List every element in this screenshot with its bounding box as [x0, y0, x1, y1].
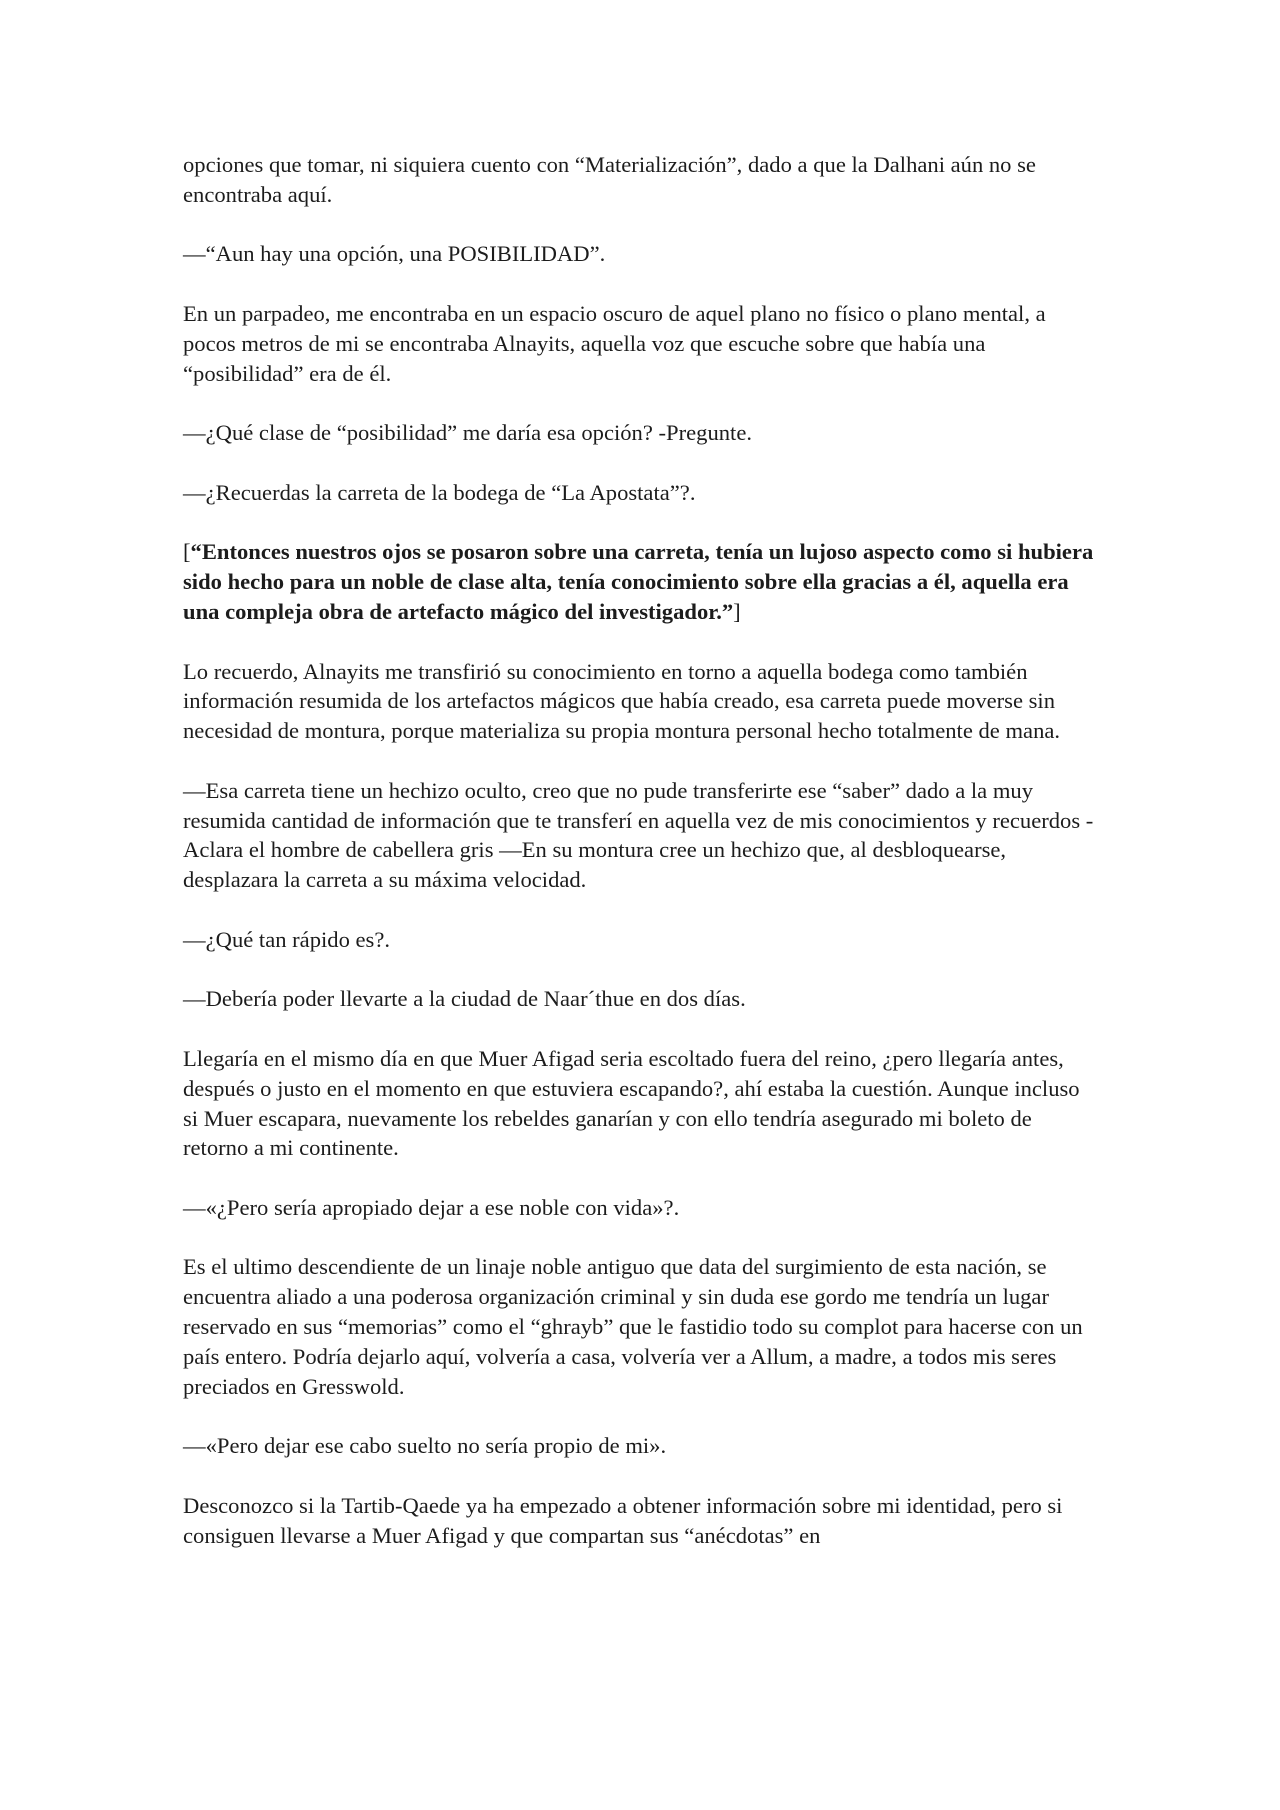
paragraph: En un parpadeo, me encontraba en un espacio oscuro de aquel plano no físico o plano mental, a pocos metros de mi se encontraba Alnayits, aquella voz que escuche sobre que había una “posibilidad” era de él. [183, 300, 1046, 386]
paragraph: —«¿Pero sería apropiado dejar a ese noble con vida»?. [183, 1194, 680, 1220]
paragraph: opciones que tomar, ni siquiera cuento con “Materialización”, dado a que la Dalhani aún no se encontraba aquí. [183, 152, 1036, 207]
quote-close-bracket: ] [733, 598, 741, 624]
quote-open-bracket: [ [183, 539, 191, 565]
paragraph: Es el ultimo descendiente de un linaje noble antiguo que data del surgimiento de esta nación, se encuentra aliado a una poderosa organización criminal y sin duda ese gordo me tendría un lugar reservado en sus “memorias” como el “ghrayb” que le fastidio todo su complot para hacerse con un país entero. Podría dejarlo aquí, volvería a casa, volvería ver a Allum, a madre, a todos mis seres preciados en Gresswold. [183, 1254, 1083, 1399]
bold-quote-paragraph [183, 537, 1098, 626]
paragraph: —«Pero dejar ese cabo suelto no sería propio de mi». [183, 1433, 667, 1459]
paragraph: —Debería poder llevarte a la ciudad de Naar´thue en dos días. [183, 986, 746, 1012]
paragraph: Llegaría en el mismo día en que Muer Afigad seria escoltado fuera del reino, ¿pero llegaría antes, después o justo en el momento en que estuviera escapando?, ahí estaba la cuestión. Aunque incluso si Muer escapara, nuevamente los rebeldes ganarían y con ello tendría asegurado mi boleto de retorno a mi continente. [183, 1045, 1080, 1161]
paragraph: —¿Qué tan rápido es?. [183, 926, 391, 952]
quote-bold-text: “Entonces nuestros ojos se posaron sobre una carreta, tenía un lujoso aspecto como si hubiera sido hecho para un noble de clase alta, tenía conocimiento sobre ella gracias a él, aquella era una compleja obra de artefacto mágico del investigador.” [183, 539, 1094, 624]
paragraph: —“Aun hay una opción, una POSIBILIDAD”. [183, 241, 606, 267]
document-body [183, 150, 1098, 1580]
paragraph: —¿Qué clase de “posibilidad” me daría esa opción? -Pregunte. [183, 420, 753, 446]
paragraph: Lo recuerdo, Alnayits me transfirió su conocimiento en torno a aquella bodega como también información resumida de los artefactos mágicos que había creado, esa carreta puede moverse sin necesidad de montura, porque materializa su propia montura personal hecho totalmente de mana. [183, 658, 1061, 744]
paragraph: Desconozco si la Tartib-Qaede ya ha empezado a obtener información sobre mi identidad, pero si consiguen llevarse a Muer Afigad y que compartan sus “anécdotas” en [183, 1492, 1063, 1548]
paragraph: —Esa carreta tiene un hechizo oculto, creo que no pude transferirte ese “saber” dado a la muy resumida cantidad de información que te transferí en aquella vez de mis conocimientos y recuerdos -Aclara el hombre de cabellera gris —En su montura cree un hechizo que, al desbloquearse, desplazara la carreta a su máxima velocidad. [183, 777, 1094, 893]
paragraph: —¿Recuerdas la carreta de la bodega de “La Apostata”?. [183, 479, 696, 505]
